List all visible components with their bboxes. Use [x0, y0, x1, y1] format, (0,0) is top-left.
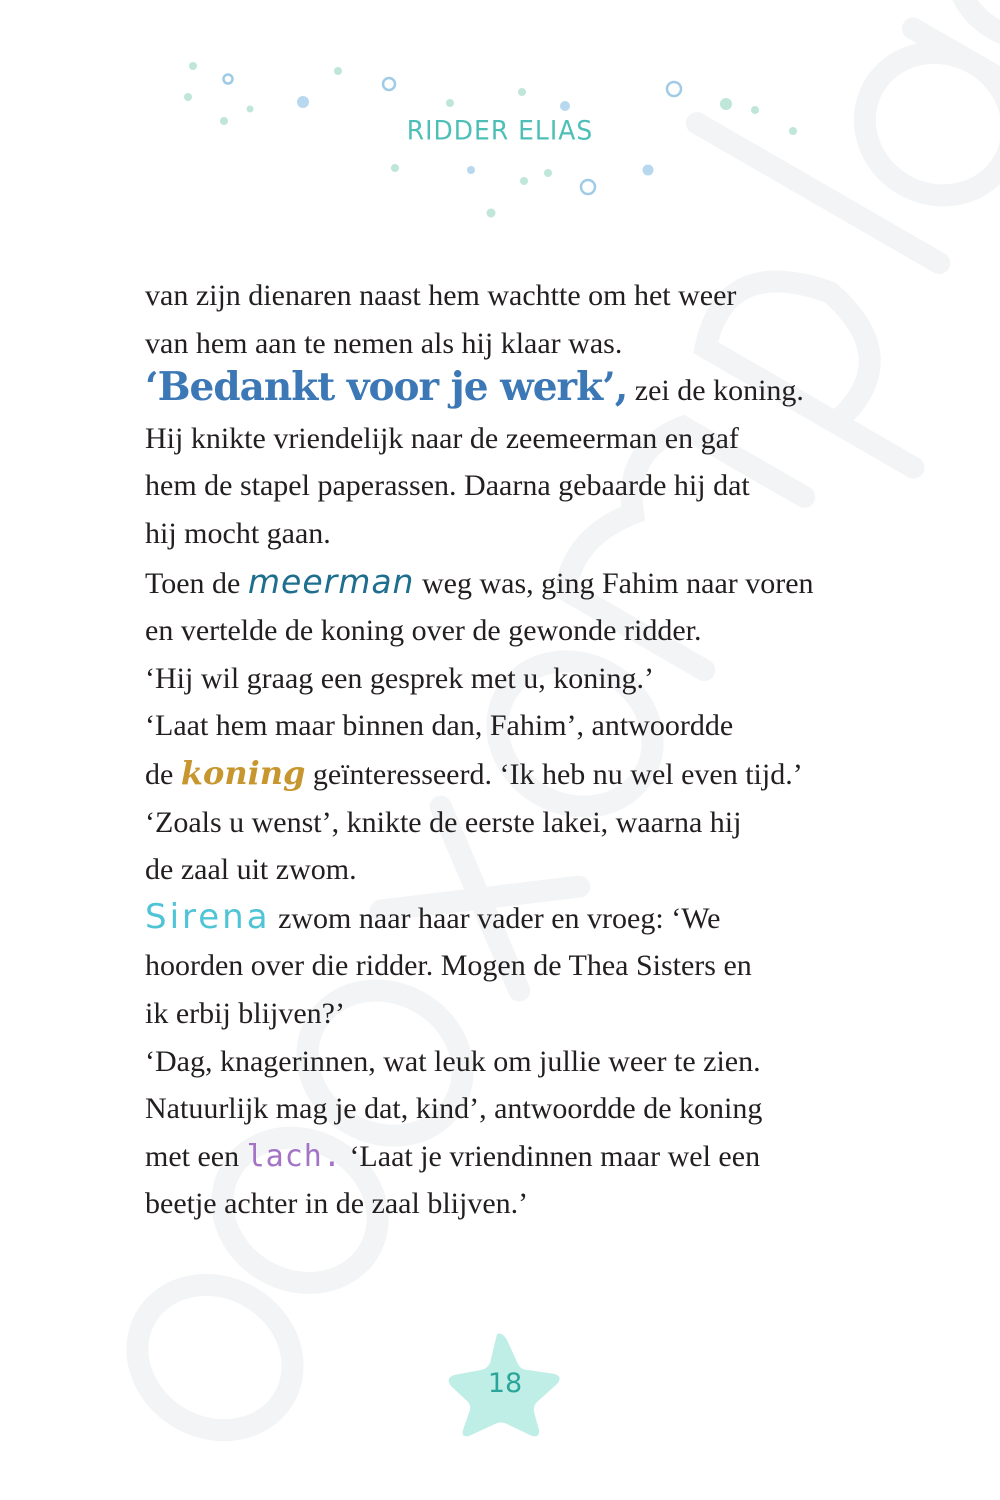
text-line	[145, 1133, 875, 1181]
text-line: ik erbij blijven?’	[145, 996, 345, 1030]
text-line	[145, 558, 875, 608]
text-line: hij mocht gaan.	[145, 516, 331, 550]
emphasis-lach: lach.	[246, 1138, 342, 1174]
text-line: de zaal uit zwom.	[145, 853, 357, 887]
text-line: ‘Zoals u wenst’, knikte de eerste lakei, waarna hij	[145, 805, 742, 839]
line-tail: geïnteresseerd. ‘Ik heb nu wel even tijd.’	[305, 757, 803, 791]
text-line	[145, 364, 875, 415]
text-line: van zijn dienaren naast hem wachtte om het weer	[145, 279, 737, 312]
body-text	[145, 272, 875, 1228]
page-footer	[445, 1330, 565, 1440]
line-tail: ‘Laat je vriendinnen maar wel een	[341, 1139, 761, 1173]
emphasis-meerman: meerman	[247, 561, 415, 601]
text-line: Hij knikte vriendelijk naar de zeemeerman en gaf	[145, 421, 739, 455]
line-tail: weg was, ging Fahim naar voren	[414, 566, 814, 600]
page-number: 18	[487, 1368, 523, 1399]
text-line: ‘Laat hem maar binnen dan, Fahim’, antwoordde	[145, 709, 734, 743]
text-line: beetje achter in de zaal blijven.’	[145, 1187, 529, 1221]
text-line	[145, 894, 875, 943]
emphasis-koning: koning	[180, 753, 306, 792]
text-line: Natuurlijk mag je dat, kind’, antwoordde de koning	[145, 1092, 763, 1126]
line-head: Toen de	[145, 566, 248, 600]
page-header	[0, 0, 1000, 230]
chapter-title: RIDDER ELIAS	[406, 114, 594, 147]
text-line: hoorden over die ridder. Mogen de Thea Sisters en	[145, 949, 752, 983]
emphasis-bedankt: ‘Bedankt voor je werk’,	[145, 364, 628, 411]
line-tail: zwom naar haar vader en vroeg: ‘We	[270, 901, 721, 935]
emphasis-sirena: Sirena	[145, 896, 271, 937]
text-line: en vertelde de koning over de gewonde ridder.	[145, 614, 702, 648]
text-line: ‘Hij wil graag een gesprek met u, koning.’	[145, 661, 655, 695]
line-tail: zei de koning.	[627, 374, 804, 408]
line-head: de	[145, 757, 181, 791]
text-line: ‘Dag, knagerinnen, wat leuk om jullie weer te zien.	[145, 1044, 761, 1078]
line-head: met een	[145, 1139, 247, 1173]
text-line	[145, 750, 875, 799]
text-line: hem de stapel paperassen. Daarna gebaarde hij dat	[145, 469, 750, 503]
text-line: van hem aan te nemen als hij klaar was.	[145, 326, 623, 360]
